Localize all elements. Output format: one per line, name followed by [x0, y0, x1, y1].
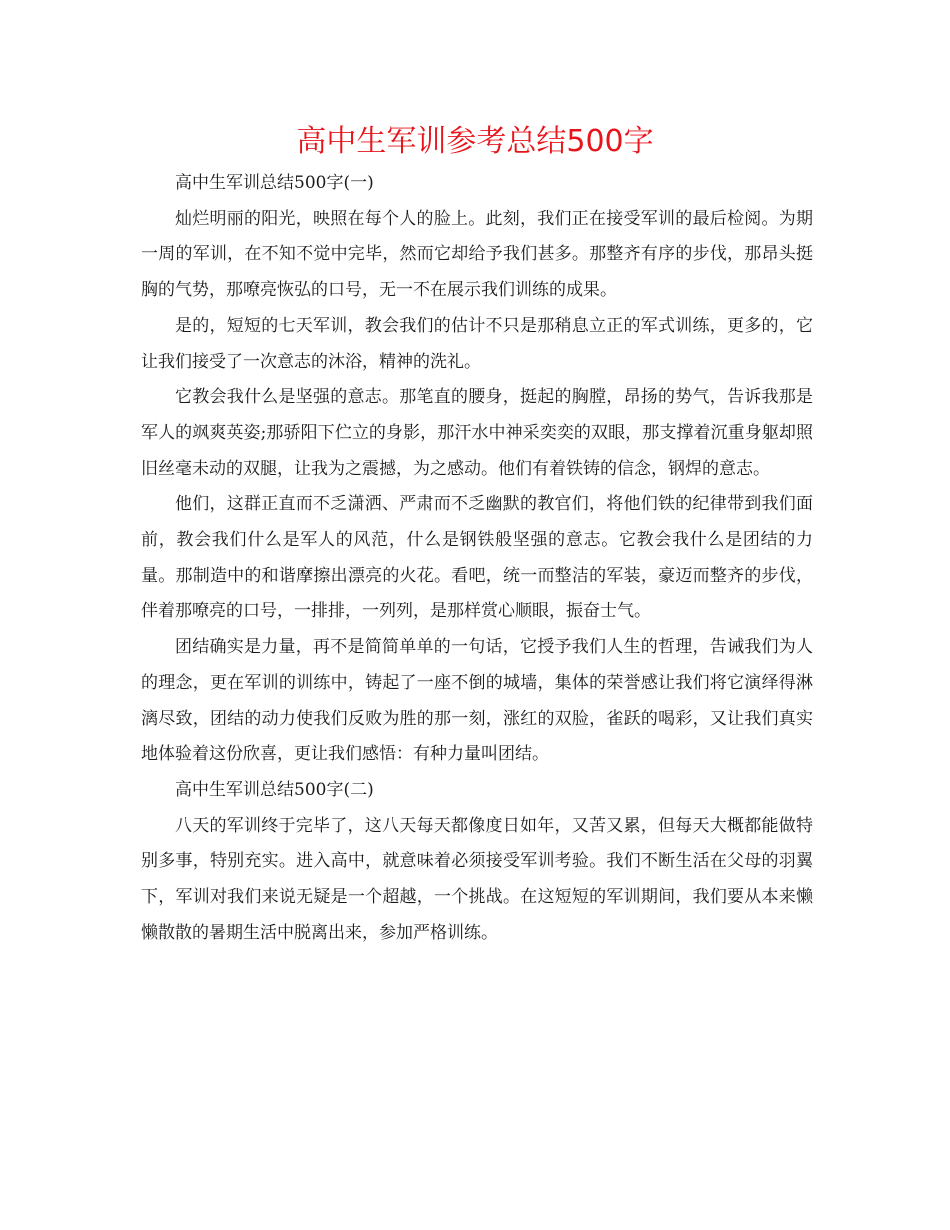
paragraph: 团结确实是力量，再不是简简单单的一句话，它授予我们人生的哲理，告诫我们为人的理念，更在军训的训练中，铸起了一座不倒的城墙，集体的荣誉感让我们将它演绎得淋漓尽致，团结的动力使我们反败为胜的那一刻，涨红的双脸，雀跃的喝彩，又让我们真实地体验着这份欣喜，更让我们感悟：有种力量叫团结。	[141, 637, 813, 765]
document-body	[141, 166, 813, 951]
paragraph: 它教会我什么是坚强的意志。那笔直的腰身，挺起的胸膛，昂扬的势气，告诉我那是军人的飒爽英姿;那骄阳下伫立的身影，那汗水中神采奕奕的双眼，那支撑着沉重身躯却照旧丝毫未动的双腿，让我为之震撼，为之感动。他们有着铁铸的信念，钢焊的意志。	[141, 387, 813, 479]
paragraph: 灿烂明丽的阳光，映照在每个人的脸上。此刻，我们正在接受军训的最后检阅。为期一周的军训，在不知不觉中完毕，然而它却给予我们甚多。那整齐有序的步伐，那昂头挺胸的气势，那嘹亮恢弘的口号，无一不在展示我们训练的成果。	[141, 208, 813, 301]
document-title: 高中生军训参考总结500字	[296, 124, 654, 159]
section-heading-2: 高中生军训总结500字(二)	[175, 779, 374, 800]
section-heading-1: 高中生军训总结500字(一)	[175, 173, 374, 193]
paragraph: 他们，这群正直而不乏潇洒、严肃而不乏幽默的教官们，将他们铁的纪律带到我们面前，教会我们什么是军人的风范，什么是钢铁般坚强的意志。它教会我什么是团结的力量。那制造中的和谐摩擦出漂亮的火花。看吧，统一而整洁的军装，豪迈而整齐的步伐，伴着那嘹亮的口号，一排排，一列列，是那样赏心顺眼，振奋士气。	[141, 494, 813, 622]
paragraph: 是的，短短的七天军训，教会我们的估计不只是那稍息立正的军式训练，更多的，它让我们接受了一次意志的沐浴，精神的洗礼。	[141, 315, 813, 372]
paragraph: 八天的军训终于完毕了，这八天每天都像度日如年，又苦又累，但每天大概都能做特别多事，特别充实。进入高中，就意味着必须接受军训考验。我们不断生活在父母的羽翼下，军训对我们来说无疑是一个超越，一个挑战。在这短短的军训期间，我们要从本来懒懒散散的暑期生活中脱离出来，参加严格训练。	[141, 815, 813, 943]
